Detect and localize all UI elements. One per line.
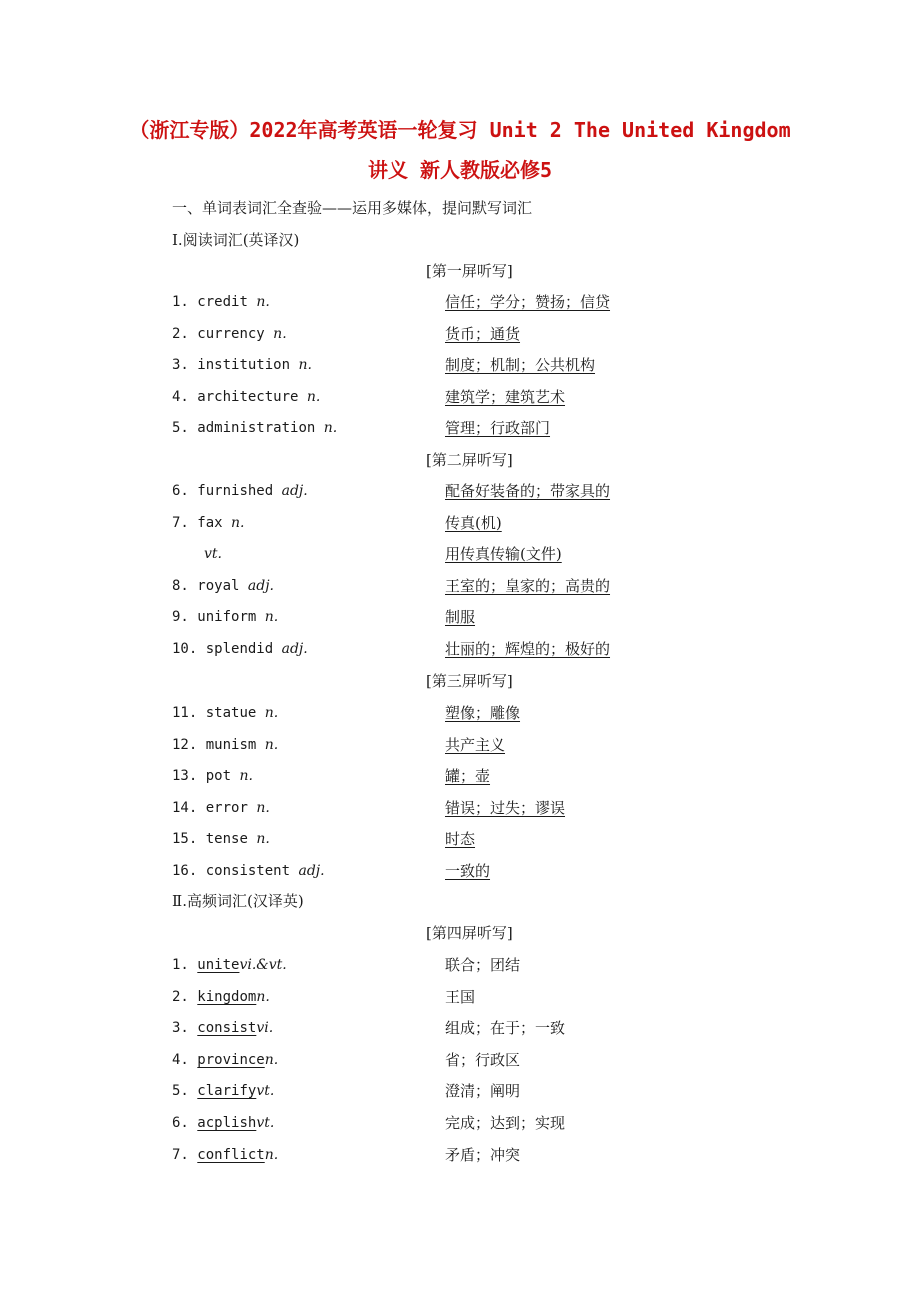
part-of-speech: n. (306, 388, 321, 405)
chinese-meaning: 王室的；皇家的；高贵的 (445, 576, 611, 595)
part1-heading: Ⅰ.阅读词汇(英译汉) (172, 231, 300, 249)
item-number: 9. (172, 609, 189, 626)
chinese-meaning: 澄清；阐明 (445, 1082, 521, 1101)
vocab-term (204, 544, 222, 564)
vocab-term (172, 1145, 278, 1165)
vocab-term (172, 481, 308, 501)
part-of-speech: n. (256, 294, 270, 310)
part-of-speech: n. (256, 988, 270, 1005)
english-word: kingdom (197, 988, 257, 1005)
vocab-term (172, 829, 270, 849)
part-of-speech: vt. (204, 546, 222, 563)
vocab-term (172, 576, 274, 596)
part-of-speech: adj. (281, 483, 308, 499)
chinese-meaning: 省；行政区 (445, 1050, 521, 1069)
part-of-speech: n. (256, 831, 270, 848)
chinese-meaning: 管理；行政部门 (445, 419, 551, 438)
section-heading: 一、单词表词汇全查验——运用多媒体，提问默写词汇 (172, 199, 533, 217)
item-number: 13. (172, 768, 198, 785)
item-number: 1. (172, 294, 189, 310)
screen-label-4: [第四屏听写] (426, 924, 513, 942)
chinese-meaning: 联合；团结 (445, 956, 521, 974)
vocab-term (172, 987, 270, 1007)
part-of-speech: vt. (256, 1083, 275, 1100)
part-of-speech: n. (231, 514, 245, 531)
chinese-meaning: 罐；壶 (445, 767, 491, 786)
item-number: 4. (172, 1051, 189, 1068)
part-of-speech: n. (264, 1051, 279, 1068)
english-word: clarify (197, 1083, 257, 1100)
english-word: currency (197, 325, 265, 342)
vocab-term (172, 1113, 274, 1133)
chinese-meaning: 塑像；雕像 (445, 704, 521, 722)
english-word: munism (205, 736, 257, 753)
part-of-speech: vt. (256, 1115, 275, 1131)
chinese-meaning: 制度；机制；公共机构 (445, 356, 596, 375)
chinese-meaning: 一致的 (445, 862, 491, 880)
chinese-meaning: 完成；达到；实现 (445, 1114, 566, 1132)
item-number: 14. (172, 799, 198, 816)
vocab-term (172, 1081, 274, 1101)
vocab-term (172, 292, 270, 312)
item-number: 7. (172, 1146, 189, 1163)
english-word: acplish (197, 1115, 257, 1131)
part2-heading: Ⅱ.高频词汇(汉译英) (172, 892, 304, 910)
item-number: 10. (172, 641, 198, 657)
vocab-term (172, 324, 287, 344)
english-word: furnished (197, 483, 274, 499)
chinese-meaning: 传真(机) (445, 513, 502, 532)
item-number: 2. (172, 988, 189, 1005)
vocab-term (172, 955, 287, 975)
item-number: 12. (172, 736, 198, 753)
item-number: 6. (172, 1115, 189, 1131)
item-number: 5. (172, 420, 189, 437)
english-word: unite (197, 957, 240, 973)
chinese-meaning: 王国 (445, 987, 476, 1006)
part-of-speech: n. (264, 736, 279, 753)
part-of-speech: adj. (298, 863, 325, 879)
vocab-term (172, 607, 278, 627)
document-title-line-2: 讲义 新人教版必修5 (367, 158, 553, 182)
english-word: tense (205, 831, 248, 848)
english-word: architecture (197, 388, 299, 405)
vocab-term (172, 387, 320, 407)
part-of-speech: n. (323, 420, 338, 437)
vocab-term (172, 418, 337, 438)
item-number: 15. (172, 831, 198, 848)
chinese-meaning: 货币；通货 (445, 324, 521, 343)
part-of-speech: n. (298, 357, 312, 374)
english-word: statue (205, 705, 257, 721)
chinese-meaning: 共产主义 (445, 735, 506, 754)
chinese-meaning: 用传真传输(文件) (445, 545, 562, 564)
vocab-term (172, 735, 278, 755)
english-word: consist (197, 1020, 257, 1037)
vocab-term (172, 703, 278, 723)
part-of-speech: n. (264, 609, 279, 626)
english-word: credit (197, 294, 248, 310)
part-of-speech: n. (264, 1146, 279, 1163)
chinese-meaning: 配备好装备的；带家具的 (445, 482, 611, 500)
english-word: consistent (205, 863, 291, 879)
vocab-term (172, 1018, 273, 1038)
part-of-speech: vi. (256, 1020, 274, 1037)
english-word: conflict (197, 1146, 265, 1163)
english-word: province (197, 1051, 265, 1068)
vocab-term (172, 513, 245, 533)
vocab-term (172, 355, 312, 375)
chinese-meaning: 时态 (445, 830, 476, 849)
item-number: 1. (172, 957, 189, 973)
vocab-term (172, 798, 270, 818)
chinese-meaning: 矛盾；冲突 (445, 1145, 521, 1164)
english-word: splendid (205, 641, 274, 657)
part-of-speech: n. (273, 325, 287, 342)
item-number: 4. (172, 388, 189, 405)
english-word: fax (197, 514, 223, 531)
part-of-speech: n. (256, 799, 270, 816)
chinese-meaning: 建筑学；建筑艺术 (445, 387, 566, 406)
vocab-term (172, 861, 325, 881)
item-number: 11. (172, 705, 198, 721)
part-of-speech: n. (239, 768, 253, 785)
screen-label-1: [第一屏听写] (426, 262, 513, 280)
vocab-term (172, 639, 308, 659)
vocab-term (172, 766, 253, 786)
screen-label-3: [第三屏听写] (426, 672, 513, 690)
english-word: institution (197, 357, 291, 374)
part-of-speech: n. (264, 705, 279, 721)
part-of-speech: adj. (247, 577, 274, 594)
item-number: 5. (172, 1083, 189, 1100)
chinese-meaning: 组成；在于；一致 (445, 1019, 566, 1038)
item-number: 3. (172, 357, 189, 374)
document-title-line-1: （浙江专版）2022年高考英语一轮复习 Unit 2 The United Kingdom (129, 118, 791, 142)
item-number: 2. (172, 325, 189, 342)
item-number: 7. (172, 514, 189, 531)
english-word: error (205, 799, 248, 816)
item-number: 3. (172, 1020, 189, 1037)
english-word: administration (197, 420, 316, 437)
chinese-meaning: 壮丽的；辉煌的；极好的 (445, 640, 611, 658)
part-of-speech: adj. (281, 641, 308, 657)
chinese-meaning: 制服 (445, 608, 476, 627)
item-number: 8. (172, 577, 189, 594)
chinese-meaning: 信任；学分；赞扬；信贷 (445, 293, 611, 311)
screen-label-2: [第二屏听写] (426, 451, 513, 469)
item-number: 16. (172, 863, 198, 879)
english-word: pot (205, 768, 232, 785)
english-word: uniform (197, 609, 257, 626)
item-number: 6. (172, 483, 189, 499)
english-word: royal (197, 577, 240, 594)
vocab-term (172, 1050, 278, 1070)
part-of-speech: vi.&vt. (239, 957, 287, 973)
chinese-meaning: 错误；过失；谬误 (445, 798, 566, 817)
